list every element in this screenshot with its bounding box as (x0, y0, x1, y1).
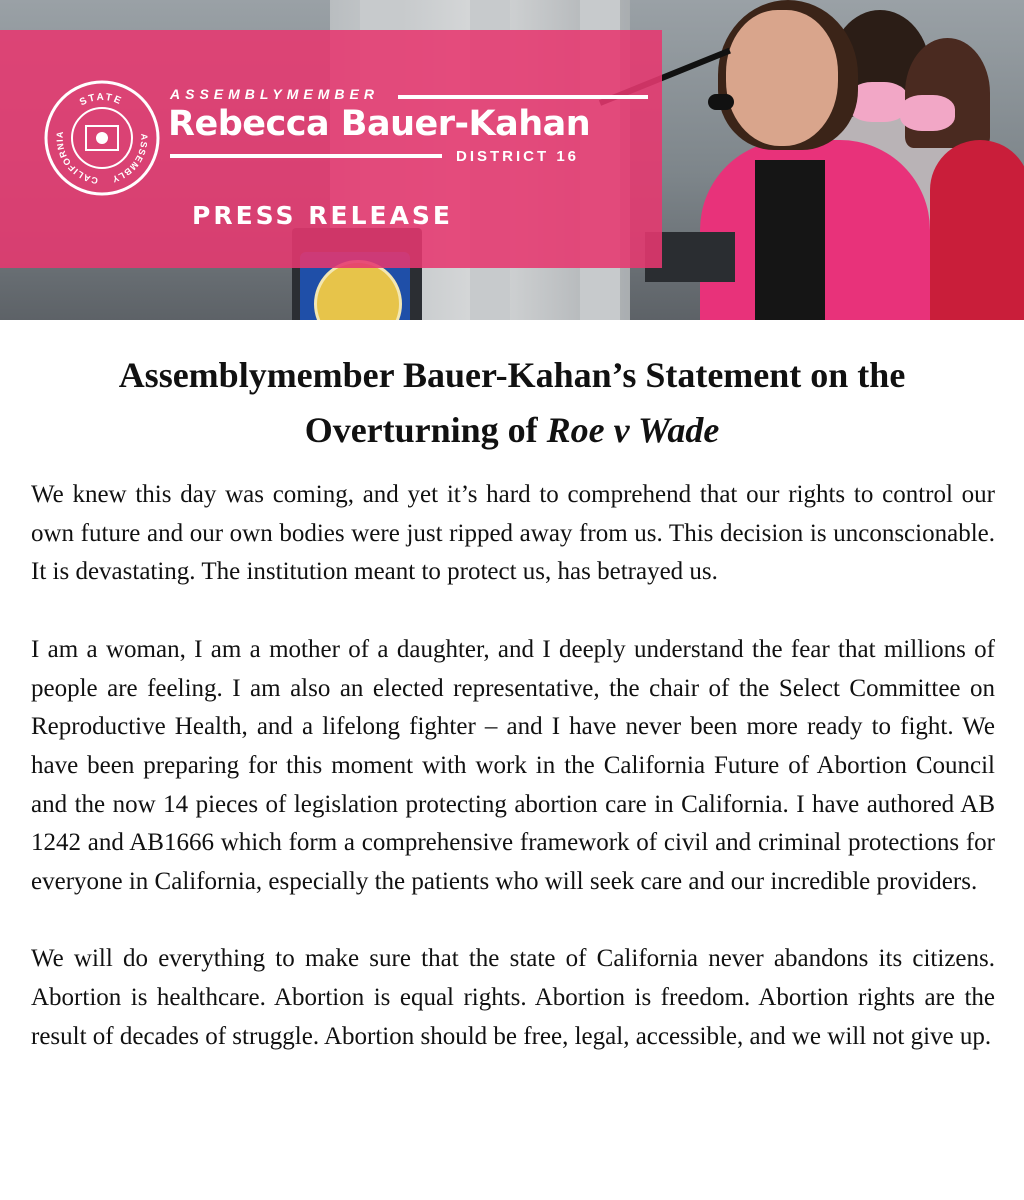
seal-text-left: CALIFORNIA (54, 130, 99, 186)
divider (170, 154, 442, 158)
seal-text-right: ASSEMBLY (110, 133, 150, 185)
background-person-body (930, 140, 1024, 320)
assemblymember-label: ASSEMBLYMEMBER (170, 86, 379, 102)
california-assembly-seal-icon (42, 78, 162, 198)
district-label: DISTRICT 16 (456, 148, 580, 165)
divider (398, 95, 648, 99)
title-line-1: Assemblymember Bauer-Kahan’s Statement on the (118, 355, 906, 395)
statement-body (31, 476, 995, 1095)
svg-text:STATE (78, 92, 124, 108)
speaker-face (726, 10, 838, 146)
title-line-2 (40, 403, 984, 458)
paragraph: I am a woman, I am a mother of a daughter, and I deeply understand the fear that millions of people are feeling. I am also an elected representative, the chair of the Select Committee on Reproductive Health, and a lifelong fighter – and I have never been more ready to fight. We have been preparing for this moment with work in the California Future of Abortion Council and the now 14 pieces of legislation protecting abortion care in California. I have authored AB 1242 and AB1666 which form a comprehensive framework of civil and criminal protections for everyone in California, especially the patients who will seek care and our incredible providers. (31, 635, 995, 896)
speaker-shirt (755, 160, 825, 320)
page-title (40, 348, 984, 458)
title-prefix: Overturning of (304, 410, 538, 450)
background-person-head (905, 38, 990, 148)
press-release-label: PRESS RELEASE (192, 201, 454, 230)
face-mask (900, 95, 955, 131)
case-name: Roe v Wade (546, 410, 720, 450)
microphone-icon (708, 94, 734, 110)
seal-text-top: STATE (78, 91, 125, 109)
header-banner (0, 0, 1024, 320)
paragraph: We knew this day was coming, and yet it’s hard to comprehend that our rights to control our own future and our own bodies were just ripped away from us. This decision is unconscionable. It is devastating. The institution meant to protect us, has betrayed us. (31, 481, 995, 586)
member-name: Rebecca Bauer-Kahan (168, 104, 591, 144)
paragraph: We will do everything to make sure that the state of California never abandons its citizens. Abortion is healthcare. Abortion is equal rights. Abortion is freedom. Abortion rights are the result of decades of struggle. Abortion should be free, legal, accessible, and we will not give up. (31, 945, 995, 1050)
